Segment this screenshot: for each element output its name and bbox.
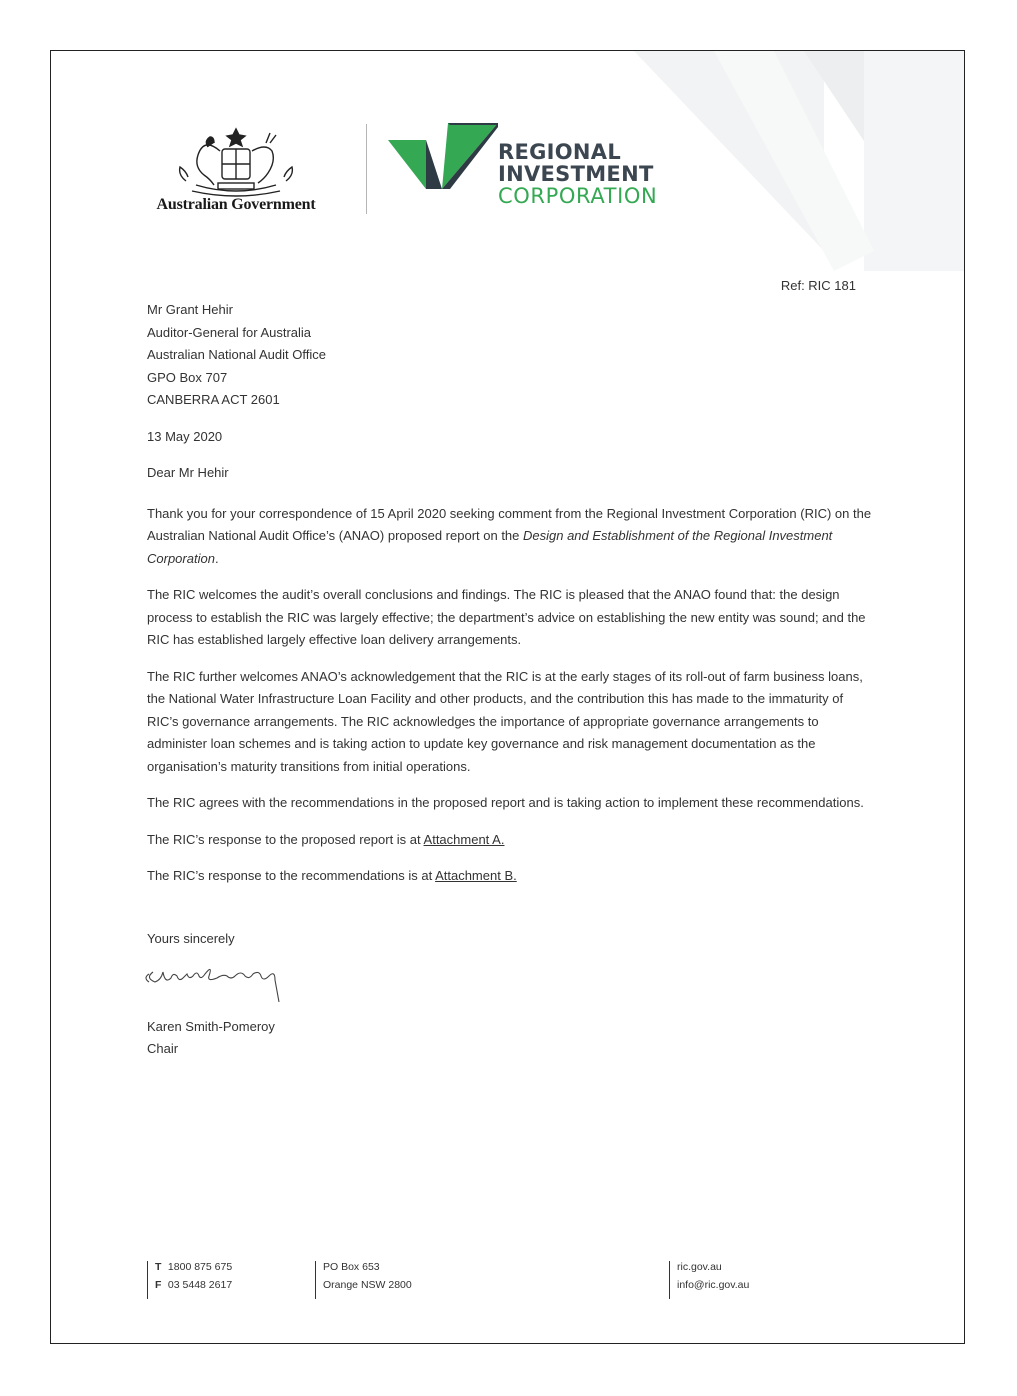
phone-number: 1800 875 675 xyxy=(167,1261,233,1273)
paragraph-5: The RIC’s response to the proposed report is at Attachment A. xyxy=(147,831,505,847)
city: Orange NSW 2800 xyxy=(323,1278,412,1291)
recipient-line: GPO Box 707 xyxy=(147,369,228,385)
ric-name-line3: CORPORATION xyxy=(498,184,658,208)
salutation: Dear Mr Hehir xyxy=(147,465,229,480)
recipient-address xyxy=(147,299,872,412)
paragraph-1: Thank you for your correspondence of 15 April 2020 seeking comment from the Regional Investment Corporation (RIC) on the Australian National Audit Office’s (ANAO) proposed report on the Design and Establishment of the Regional Investment Corporation. xyxy=(147,505,872,566)
background-watermark xyxy=(624,51,964,281)
paragraph-4: The RIC agrees with the recommendations in the proposed report and is taking action to implement these recommendations. xyxy=(147,795,864,810)
recipient-line: Auditor-General for Australia xyxy=(147,324,312,340)
paragraph-3: The RIC further welcomes ANAO’s acknowledgement that the RIC is at the early stages of its roll-out of farm business loans, the National Water Infrastructure Loan Facility and other products, and the contribution this has made to the immaturity of RIC’s governance arrangements. The RIC acknowledges the importance of appropriate governance arrangements to administer loan schemes and is taking action to update key governance and risk management documentation as the organisation’s maturity transitions from initial operations. xyxy=(147,668,863,774)
po-box: PO Box 653 xyxy=(323,1261,380,1273)
ric-logo-icon xyxy=(388,123,498,189)
government-name: Australian Government xyxy=(156,196,316,213)
ric-name-line2: INVESTMENT xyxy=(498,162,654,186)
signatory-title: Chair xyxy=(147,1041,179,1056)
letter-body xyxy=(147,299,872,1061)
recipient-line: CANBERRA ACT 2601 xyxy=(147,392,280,407)
website[interactable]: ric.gov.au xyxy=(677,1261,722,1273)
fax-label: F xyxy=(155,1278,162,1291)
paragraph-2: The RIC welcomes the audit’s overall conclusions and findings. The RIC is pleased that the ANAO found that: the design process to establish the RIC was largely effective; the department’s advice on establishing the new entity was sound; and the RIC has established largely effective loan delivery arrangements. xyxy=(147,587,866,647)
paragraph-6: The RIC’s response to the recommendations is at Attachment B. xyxy=(147,868,517,883)
reference-number: Ref: RIC 181 xyxy=(780,278,856,293)
report-title: Design and Establishment of the Regional Investment Corporation xyxy=(147,528,833,566)
sign-off: Yours sincerely xyxy=(147,930,235,946)
phone-label: T xyxy=(155,1261,162,1273)
recipient-line: Australian National Audit Office xyxy=(147,347,326,362)
letter-date: 13 May 2020 xyxy=(147,428,223,444)
fax-number: 03 5448 2617 xyxy=(167,1278,233,1291)
logo-divider xyxy=(366,124,367,214)
attachment-a-link[interactable]: Attachment A. xyxy=(423,831,505,847)
recipient-line: Mr Grant Hehir xyxy=(147,302,233,317)
signature-image xyxy=(137,952,337,1002)
letter-page xyxy=(50,50,965,1344)
signatory-name: Karen Smith-Pomeroy xyxy=(147,1018,275,1034)
email[interactable]: info@ric.gov.au xyxy=(677,1278,750,1291)
attachment-b-link[interactable]: Attachment B. xyxy=(435,868,517,883)
ric-name-line1: REGIONAL xyxy=(498,140,622,164)
